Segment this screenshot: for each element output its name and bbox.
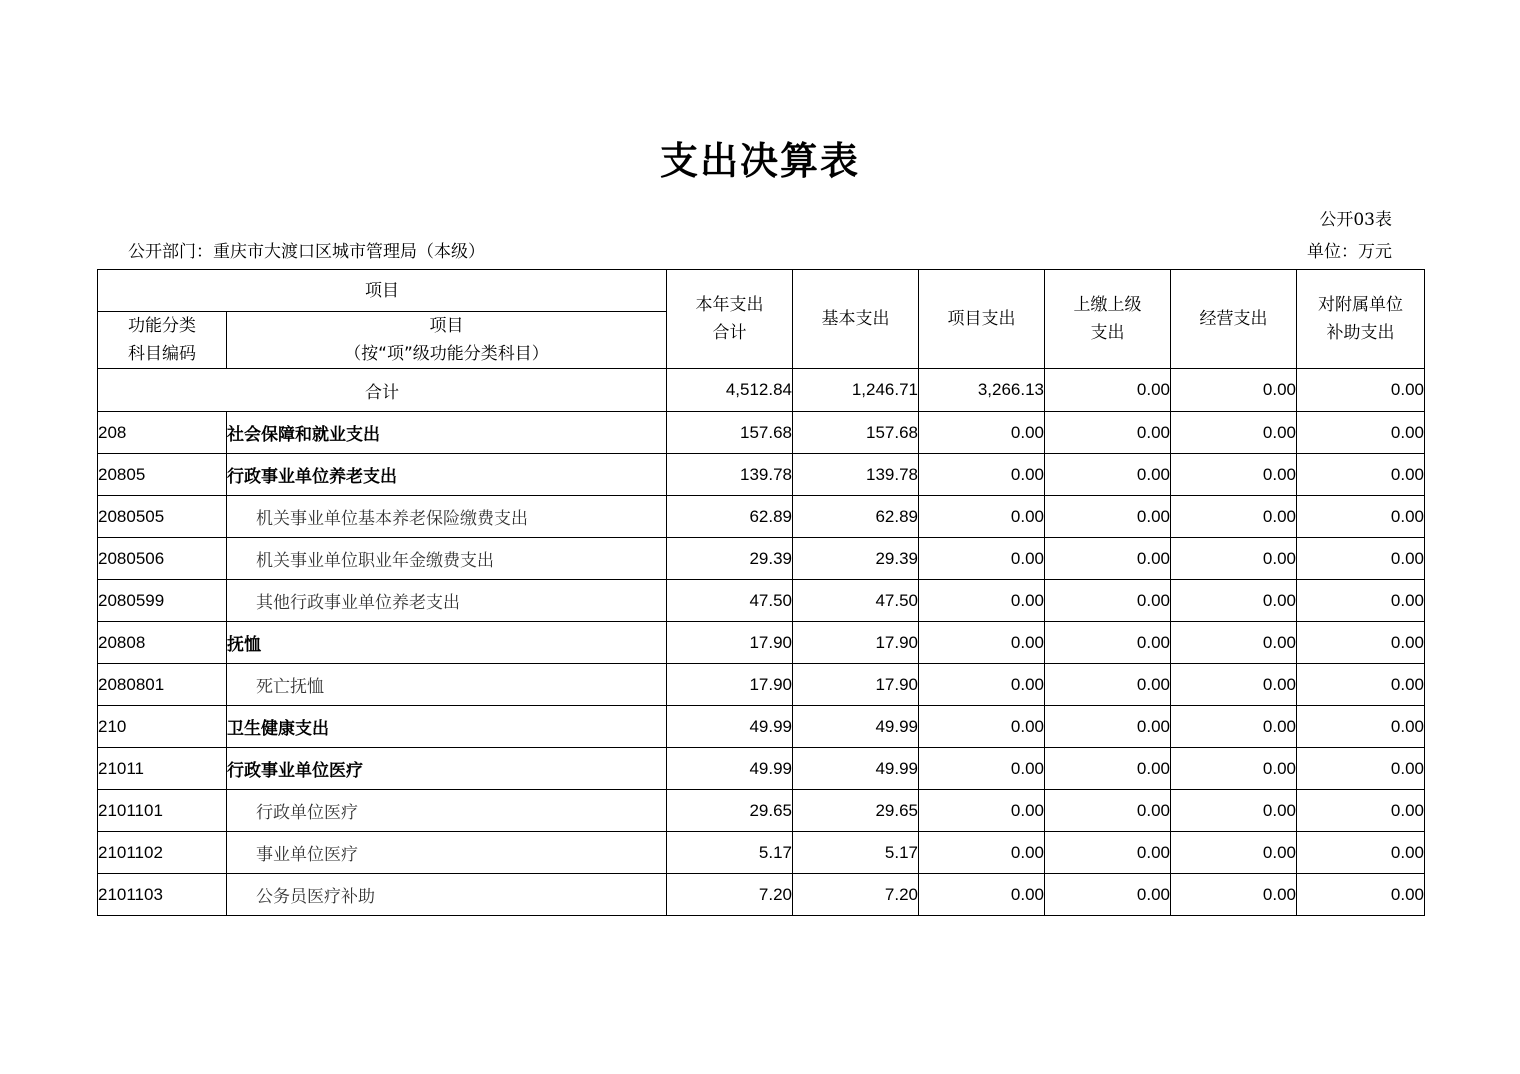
row-total: 139.78 <box>667 454 793 496</box>
header-basic: 基本支出 <box>793 270 919 369</box>
row-business: 0.00 <box>1171 538 1297 580</box>
row-basic: 139.78 <box>793 454 919 496</box>
header-subsidy-line1: 对附属单位 <box>1318 295 1403 315</box>
row-code: 2080506 <box>98 538 227 580</box>
header-total <box>667 270 793 369</box>
row-name: 行政单位医疗 <box>227 790 667 832</box>
header-subsidy-line2: 补助支出 <box>1326 323 1395 343</box>
row-business: 0.00 <box>1171 664 1297 706</box>
unit-label: 单位：万元 <box>1307 242 1392 262</box>
row-project: 0.00 <box>919 790 1045 832</box>
row-basic: 17.90 <box>793 664 919 706</box>
row-upper: 0.00 <box>1045 496 1171 538</box>
row-subsidy: 0.00 <box>1297 538 1425 580</box>
row-project: 0.00 <box>919 580 1045 622</box>
row-basic: 47.50 <box>793 580 919 622</box>
total-subsidy: 0.00 <box>1297 369 1425 412</box>
row-project: 0.00 <box>919 454 1045 496</box>
row-business: 0.00 <box>1171 832 1297 874</box>
row-name: 社会保障和就业支出 <box>227 412 667 454</box>
table-row <box>98 664 1425 706</box>
row-business: 0.00 <box>1171 748 1297 790</box>
header-total-line2: 合计 <box>712 323 747 343</box>
row-business: 0.00 <box>1171 454 1297 496</box>
row-project: 0.00 <box>919 664 1045 706</box>
header-item-group: 项目 <box>98 270 667 312</box>
row-total: 62.89 <box>667 496 793 538</box>
row-name: 其他行政事业单位养老支出 <box>227 580 667 622</box>
row-upper: 0.00 <box>1045 748 1171 790</box>
total-label: 合计 <box>98 369 667 412</box>
row-upper: 0.00 <box>1045 538 1171 580</box>
row-project: 0.00 <box>919 874 1045 916</box>
table-row <box>98 538 1425 580</box>
row-code: 2080505 <box>98 496 227 538</box>
row-code: 210 <box>98 706 227 748</box>
header-code <box>98 312 227 369</box>
row-project: 0.00 <box>919 706 1045 748</box>
row-business: 0.00 <box>1171 874 1297 916</box>
table-row <box>98 832 1425 874</box>
row-business: 0.00 <box>1171 412 1297 454</box>
table-row <box>98 748 1425 790</box>
row-basic: 29.65 <box>793 790 919 832</box>
row-subsidy: 0.00 <box>1297 748 1425 790</box>
row-total: 7.20 <box>667 874 793 916</box>
row-upper: 0.00 <box>1045 622 1171 664</box>
row-total: 49.99 <box>667 748 793 790</box>
row-basic: 29.39 <box>793 538 919 580</box>
header-subsidy <box>1297 270 1425 369</box>
row-name: 卫生健康支出 <box>227 706 667 748</box>
department-label: 公开部门：重庆市大渡口区城市管理局（本级） <box>128 242 485 262</box>
row-business: 0.00 <box>1171 622 1297 664</box>
row-upper: 0.00 <box>1045 412 1171 454</box>
row-subsidy: 0.00 <box>1297 664 1425 706</box>
row-upper: 0.00 <box>1045 454 1171 496</box>
total-project: 3,266.13 <box>919 369 1045 412</box>
total-amount: 4,512.84 <box>667 369 793 412</box>
table-row <box>98 790 1425 832</box>
row-name: 死亡抚恤 <box>227 664 667 706</box>
row-basic: 5.17 <box>793 832 919 874</box>
row-name: 抚恤 <box>227 622 667 664</box>
header-business: 经营支出 <box>1171 270 1297 369</box>
expenditure-table <box>97 269 1425 916</box>
row-name: 机关事业单位职业年金缴费支出 <box>227 538 667 580</box>
table-row <box>98 874 1425 916</box>
row-code: 20805 <box>98 454 227 496</box>
row-name: 公务员医疗补助 <box>227 874 667 916</box>
header-code-line2: 科目编码 <box>128 344 196 364</box>
form-number: 公开03表 <box>1319 210 1392 230</box>
row-subsidy: 0.00 <box>1297 454 1425 496</box>
table-row <box>98 580 1425 622</box>
header-upper-line2: 支出 <box>1090 323 1125 343</box>
table-row <box>98 622 1425 664</box>
row-basic: 17.90 <box>793 622 919 664</box>
row-subsidy: 0.00 <box>1297 622 1425 664</box>
total-upper: 0.00 <box>1045 369 1171 412</box>
header-upper <box>1045 270 1171 369</box>
row-total: 5.17 <box>667 832 793 874</box>
header-name-line1: 项目 <box>429 316 464 336</box>
row-total: 157.68 <box>667 412 793 454</box>
row-name: 事业单位医疗 <box>227 832 667 874</box>
row-basic: 49.99 <box>793 748 919 790</box>
total-row <box>98 369 1425 412</box>
row-upper: 0.00 <box>1045 580 1171 622</box>
table-row <box>98 496 1425 538</box>
table-row <box>98 454 1425 496</box>
row-code: 21011 <box>98 748 227 790</box>
header-name-line2: （按“项”级功能分类科目） <box>344 344 549 364</box>
row-subsidy: 0.00 <box>1297 706 1425 748</box>
row-business: 0.00 <box>1171 790 1297 832</box>
table-row <box>98 412 1425 454</box>
total-basic: 1,246.71 <box>793 369 919 412</box>
row-total: 17.90 <box>667 622 793 664</box>
row-project: 0.00 <box>919 412 1045 454</box>
row-upper: 0.00 <box>1045 874 1171 916</box>
row-code: 2101102 <box>98 832 227 874</box>
row-upper: 0.00 <box>1045 832 1171 874</box>
row-total: 49.99 <box>667 706 793 748</box>
row-business: 0.00 <box>1171 496 1297 538</box>
row-project: 0.00 <box>919 496 1045 538</box>
row-code: 2101101 <box>98 790 227 832</box>
row-name: 行政事业单位医疗 <box>227 748 667 790</box>
row-basic: 157.68 <box>793 412 919 454</box>
row-project: 0.00 <box>919 832 1045 874</box>
row-subsidy: 0.00 <box>1297 874 1425 916</box>
report-title: 支出决算表 <box>659 139 860 183</box>
row-project: 0.00 <box>919 748 1045 790</box>
row-total: 29.39 <box>667 538 793 580</box>
row-code: 208 <box>98 412 227 454</box>
row-total: 29.65 <box>667 790 793 832</box>
row-total: 17.90 <box>667 664 793 706</box>
header-row-top <box>98 270 1425 312</box>
row-basic: 7.20 <box>793 874 919 916</box>
row-code: 20808 <box>98 622 227 664</box>
header-project: 项目支出 <box>919 270 1045 369</box>
row-subsidy: 0.00 <box>1297 580 1425 622</box>
header-total-line1: 本年支出 <box>695 295 764 315</box>
row-code: 2080599 <box>98 580 227 622</box>
table-row <box>98 706 1425 748</box>
row-basic: 49.99 <box>793 706 919 748</box>
row-subsidy: 0.00 <box>1297 496 1425 538</box>
row-subsidy: 0.00 <box>1297 832 1425 874</box>
row-business: 0.00 <box>1171 706 1297 748</box>
row-upper: 0.00 <box>1045 664 1171 706</box>
row-name: 机关事业单位基本养老保险缴费支出 <box>227 496 667 538</box>
row-basic: 62.89 <box>793 496 919 538</box>
header-code-line1: 功能分类 <box>128 316 196 336</box>
header-upper-line1: 上缴上级 <box>1073 295 1142 315</box>
total-business: 0.00 <box>1171 369 1297 412</box>
row-upper: 0.00 <box>1045 706 1171 748</box>
row-subsidy: 0.00 <box>1297 790 1425 832</box>
row-total: 47.50 <box>667 580 793 622</box>
row-subsidy: 0.00 <box>1297 412 1425 454</box>
row-code: 2101103 <box>98 874 227 916</box>
row-upper: 0.00 <box>1045 790 1171 832</box>
row-project: 0.00 <box>919 538 1045 580</box>
row-project: 0.00 <box>919 622 1045 664</box>
row-name: 行政事业单位养老支出 <box>227 454 667 496</box>
header-name <box>227 312 667 369</box>
row-business: 0.00 <box>1171 580 1297 622</box>
row-code: 2080801 <box>98 664 227 706</box>
